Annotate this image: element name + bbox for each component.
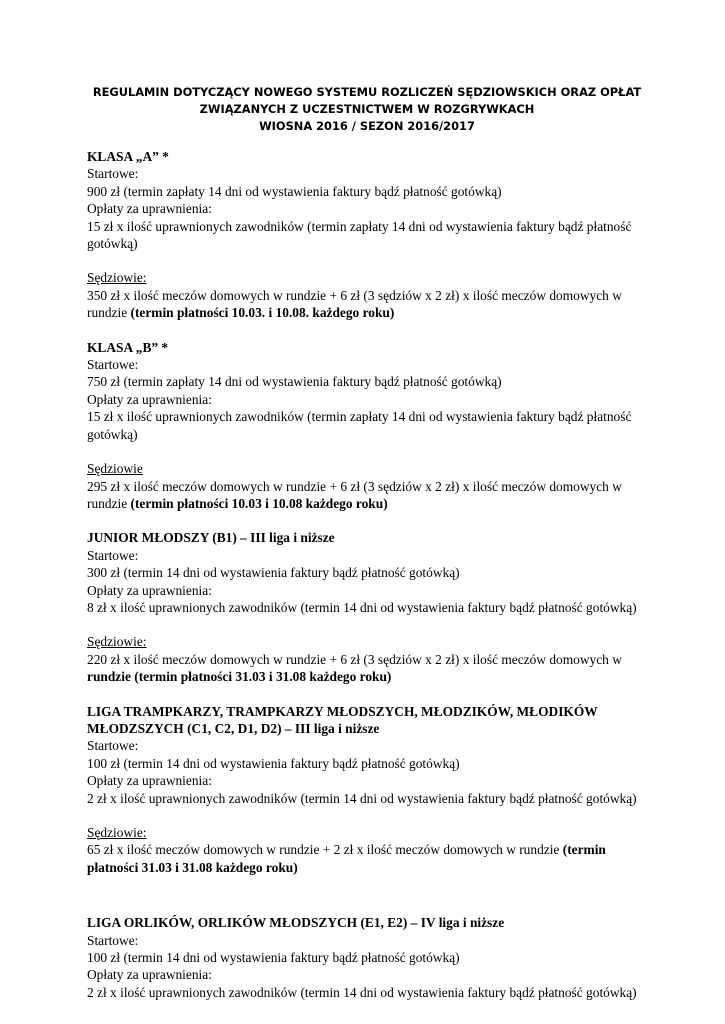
startowe-label: Startowe: <box>87 166 139 182</box>
uprawnienia-value: 2 zł x ilość uprawnionych zawodników (termin 14 dni od wystawienia faktury bądź płatność gotówką) <box>87 984 637 1000</box>
sedziowie-label: Sędziowie <box>87 461 143 477</box>
sedziowie-value: 295 zł x ilość meczów domowych w rundzie + 6 zł (3 sędziów x 2 zł) x ilość meczów domowych w <box>87 478 622 494</box>
uprawnienia-label: Opłaty za uprawnienia: <box>87 582 212 598</box>
sedziowie-value: 220 zł x ilość meczów domowych w rundzie + 6 zł (3 sędziów x 2 zł) x ilość meczów domowych w <box>87 651 622 667</box>
uprawnienia-value: 8 zł x ilość uprawnionych zawodników (termin 14 dni od wystawienia faktury bądź płatność gotówką) <box>87 599 637 615</box>
section-heading: LIGA ORLIKÓW, ORLIKÓW MŁODSZYCH (E1, E2) – IV liga i niższe <box>87 915 505 931</box>
uprawnienia-label: Opłaty za uprawnienia: <box>87 391 212 407</box>
sedziowie-value: 350 zł x ilość meczów domowych w rundzie + 6 zł (3 sędziów x 2 zł) x ilość meczów domowych w <box>87 287 622 303</box>
sedziowie-label: Sędziowie: <box>87 270 147 286</box>
sedziowie-label: Sędziowie: <box>87 634 147 650</box>
section-liga-orlikow <box>87 914 647 1001</box>
uprawnienia-value: 2 zł x ilość uprawnionych zawodników (termin 14 dni od wystawienia faktury bądź płatność gotówką) <box>87 790 637 806</box>
section-heading: LIGA TRAMPKARZY, TRAMPKARZY MŁODSZYCH, MŁODZIKÓW, MŁODIKÓW <box>87 703 598 719</box>
uprawnienia-label: Opłaty za uprawnienia: <box>87 773 212 789</box>
sedziowie-payment-term: (termin <box>562 842 606 858</box>
uprawnienia-value-cont: gotówką) <box>87 426 138 442</box>
title-line-3: WIOSNA 2016 / SEZON 2016/2017 <box>259 119 475 133</box>
startowe-value: 300 zł (termin 14 dni od wystawienia faktury bądź płatność gotówką) <box>87 565 460 581</box>
section-heading: KLASA „B” * <box>87 339 169 355</box>
sedziowie-label: Sędziowie: <box>87 825 147 840</box>
startowe-value: 100 zł (termin 14 dni od wystawienia faktury bądź płatność gotówką) <box>87 755 460 771</box>
startowe-value: 900 zł (termin zapłaty 14 dni od wystawienia faktury bądź płatność gotówką) <box>87 183 502 199</box>
title-line-2: ZWIĄZANYCH Z UCZESTNICTWEM W ROZGRYWKACH <box>199 102 535 116</box>
section-junior-mlodszy <box>87 529 647 685</box>
startowe-label: Startowe: <box>87 357 139 373</box>
startowe-value: 100 zł (termin 14 dni od wystawienia faktury bądź płatność gotówką) <box>87 950 460 966</box>
startowe-value: 750 zł (termin zapłaty 14 dni od wystawienia faktury bądź płatność gotówką) <box>87 374 502 390</box>
section-heading: JUNIOR MŁODSZY (B1) – III liga i niższe <box>87 530 335 546</box>
uprawnienia-label: Opłaty za uprawnienia: <box>87 201 212 217</box>
startowe-label: Startowe: <box>87 738 139 754</box>
sedziowie-value: 65 zł x ilość meczów domowych w rundzie + 2 zł x ilość meczów domowych w rundzie <box>87 842 563 858</box>
title-line-1: REGULAMIN DOTYCZĄCY NOWEGO SYSTEMU ROZLICZEŃ SĘDZIOWSKICH ORAZ OPŁAT <box>92 85 642 99</box>
section-heading-cont: MŁODZSZYCH (C1, C2, D1, D2) – III liga i niższe <box>87 720 380 736</box>
section-klasa-b <box>87 339 647 513</box>
sedziowie-payment-term: (termin płatności 10.03 i 10.08 każdego roku) <box>130 495 388 511</box>
section-klasa-a <box>87 148 647 322</box>
sedziowie-payment-term: (termin płatności 10.03. i 10.08. każdego roku) <box>130 305 395 321</box>
startowe-label: Startowe: <box>87 932 139 948</box>
sedziowie-value-cont: rundzie <box>87 305 131 321</box>
uprawnienia-value: 15 zł x ilość uprawnionych zawodników (termin zapłaty 14 dni od wystawienia faktury bądź płatność <box>87 218 632 234</box>
document-page <box>87 84 647 1001</box>
uprawnienia-label: Opłaty za uprawnienia: <box>87 967 212 983</box>
sedziowie-payment-term: rundzie (termin płatności 31.03 i 31.08 każdego roku) <box>87 669 392 685</box>
document-body <box>87 148 647 1001</box>
section-liga-trampkarzy <box>87 703 647 877</box>
sedziowie-payment-term-cont: płatności 31.03 i 31.08 każdego roku) <box>87 859 298 875</box>
document-title <box>77 84 657 135</box>
uprawnienia-value-cont: gotówką) <box>87 236 138 252</box>
sedziowie-value-cont: rundzie <box>87 495 131 511</box>
uprawnienia-value: 15 zł x ilość uprawnionych zawodników (termin zapłaty 14 dni od wystawienia faktury bądź płatność <box>87 409 632 425</box>
section-heading: KLASA „A” * <box>87 149 169 164</box>
startowe-label: Startowe: <box>87 547 139 563</box>
